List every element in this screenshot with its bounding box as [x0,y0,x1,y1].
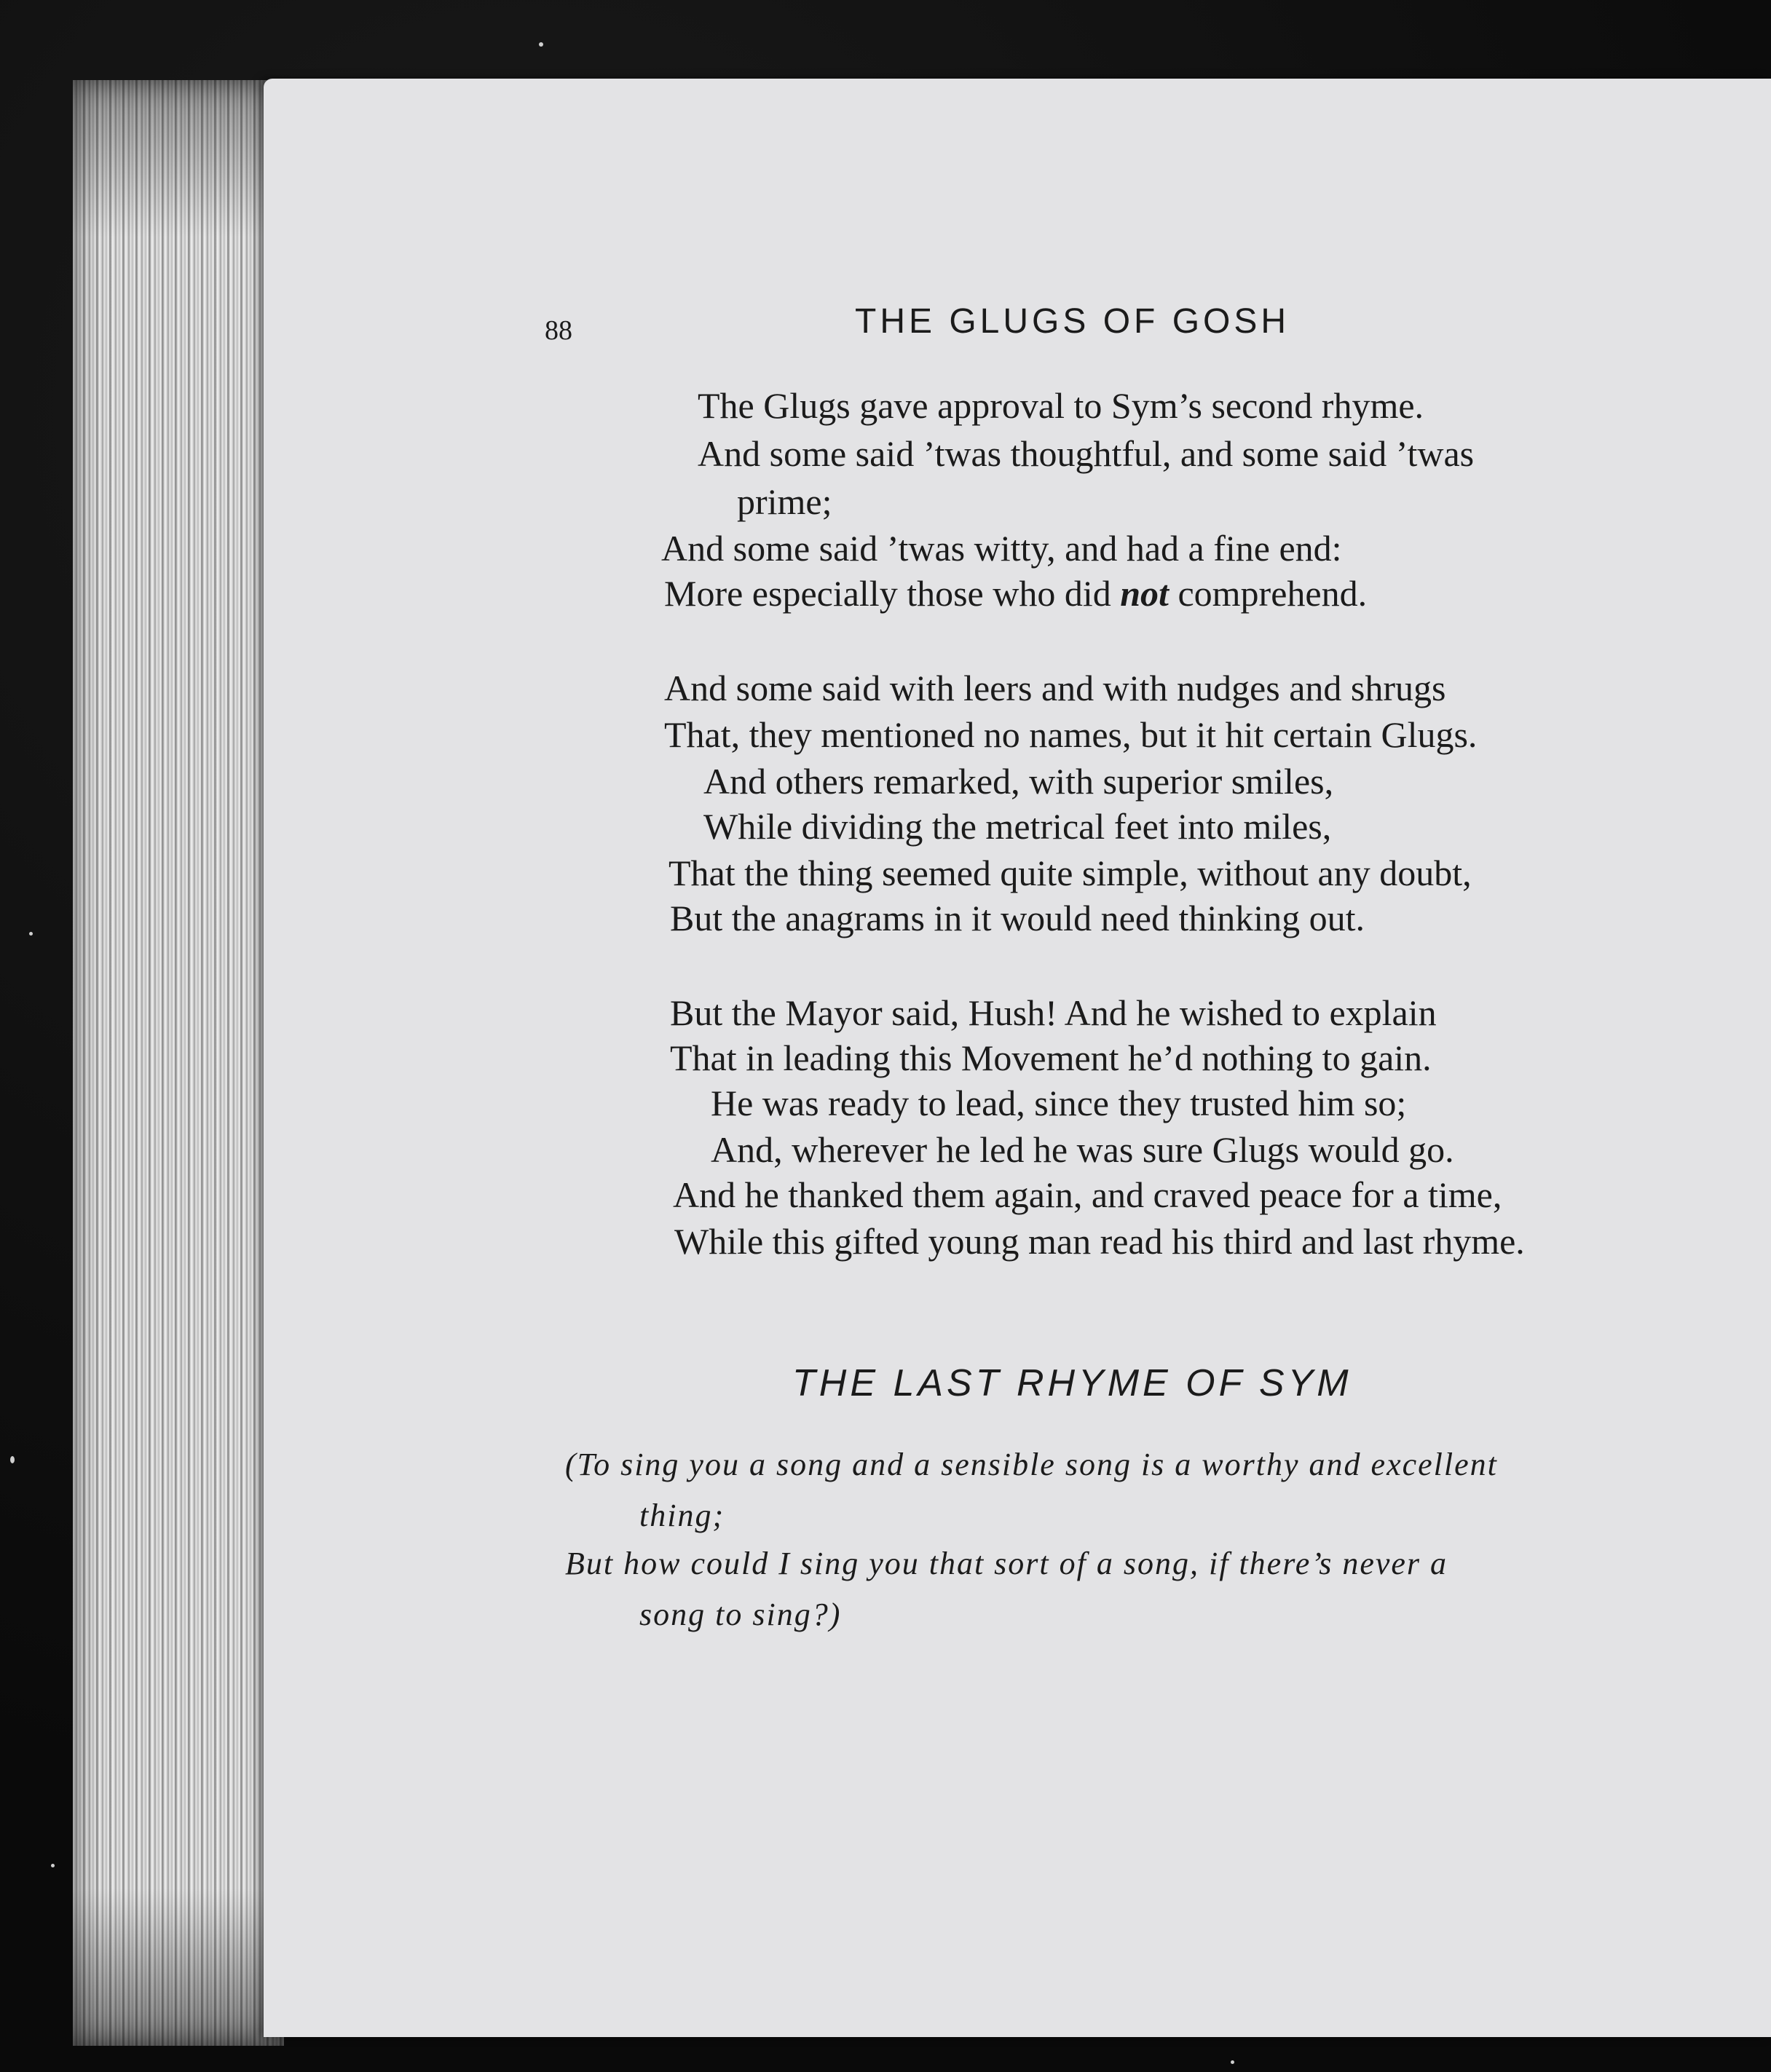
verse-line: That in leading this Movement he’d nothing to gain. [670,1037,1432,1078]
epigraph-line: song to sing?) [639,1597,842,1632]
emphasized-word: not [1120,573,1169,614]
verse-line: And some said ’twas thoughtful, and some said ’twas [698,433,1475,474]
verse-line: And some said with leers and with nudges and shrugs [664,668,1446,708]
verse-line: And some said ’twas witty, and had a fine end: [661,528,1342,569]
verse-line: But the anagrams in it would need thinking out. [670,898,1365,938]
verse-text: comprehend. [1168,573,1368,614]
verse-line: He was ready to lead, since they trusted him so; [711,1083,1407,1123]
verse-line: And, wherever he led he was sure Glugs would go. [711,1129,1454,1170]
verse-line: But the Mayor said, Hush! And he wished to explain [670,992,1437,1033]
epigraph-line: thing; [639,1498,725,1533]
epigraph-line: (To sing you a song and a sensible song is a worthy and excellent [565,1447,1498,1482]
verse-line: While this gifted young man read his third and last rhyme. [674,1221,1525,1262]
verse-line: And he thanked them again, and craved peace for a time, [673,1174,1502,1215]
running-head: THE GLUGS OF GOSH [855,302,1290,341]
verse-line-with-emphasis [664,575,1367,612]
verse-line: And others remarked, with superior smiles, [703,761,1334,802]
verse-text: More especially those who did [664,573,1121,614]
verse-line: That, they mentioned no names, but it hit certain Glugs. [664,714,1478,755]
verse-line: While dividing the metrical feet into miles, [703,806,1332,847]
verse-line: prime; [737,481,832,522]
poem-title: THE LAST RHYME OF SYM [792,1362,1352,1404]
epigraph-line: But how could I sing you that sort of a song, if there’s never a [565,1546,1448,1581]
verse-line: The Glugs gave approval to Sym’s second rhyme. [698,385,1424,426]
page-number: 88 [545,315,572,346]
page-block-edge [73,80,284,2046]
verse-line: That the thing seemed quite simple, without any doubt, [668,853,1472,893]
